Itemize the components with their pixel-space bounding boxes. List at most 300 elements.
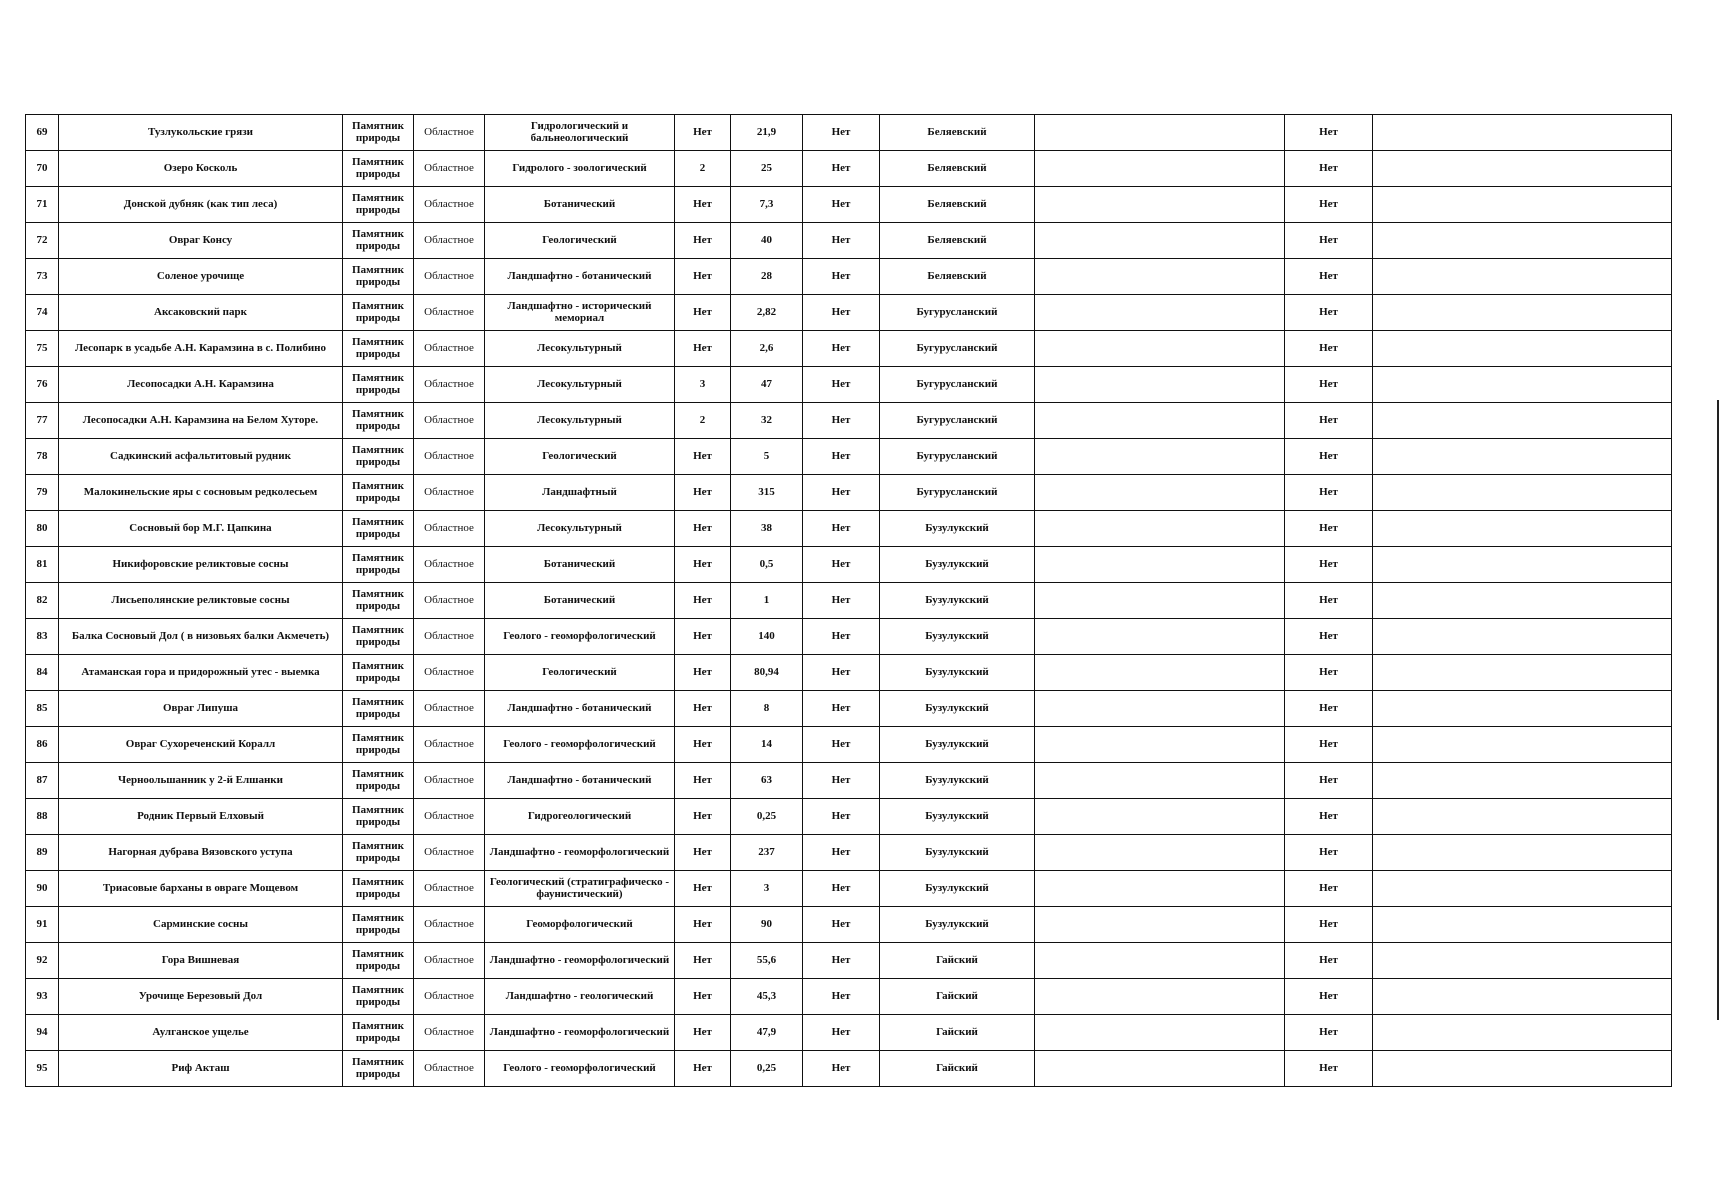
category-cell: Памятник природы — [343, 655, 414, 691]
object-name-cell: Озеро Косколь — [59, 151, 343, 187]
category-cell: Памятник природы — [343, 799, 414, 835]
column-10-cell — [1035, 439, 1285, 475]
column-11-cell: Нет — [1285, 547, 1373, 583]
significance-level-cell: Областное — [414, 655, 485, 691]
column-8-cell: Нет — [803, 547, 880, 583]
column-10-cell — [1035, 115, 1285, 151]
row-number-cell: 89 — [26, 835, 59, 871]
category-cell: Памятник природы — [343, 835, 414, 871]
table-row — [26, 259, 1672, 295]
column-11-cell: Нет — [1285, 1051, 1373, 1087]
protected-areas-table — [25, 114, 1672, 1087]
area-cell: 21,9 — [731, 115, 803, 151]
column-10-cell — [1035, 403, 1285, 439]
significance-level-cell: Областное — [414, 583, 485, 619]
row-number-cell: 77 — [26, 403, 59, 439]
area-cell: 5 — [731, 439, 803, 475]
row-number-cell: 73 — [26, 259, 59, 295]
column-11-cell: Нет — [1285, 619, 1373, 655]
district-cell: Беляевский — [880, 115, 1035, 151]
area-cell: 2,82 — [731, 295, 803, 331]
column-8-cell: Нет — [803, 1051, 880, 1087]
column-11-cell: Нет — [1285, 295, 1373, 331]
significance-level-cell: Областное — [414, 295, 485, 331]
column-8-cell: Нет — [803, 655, 880, 691]
district-cell: Бузулукский — [880, 907, 1035, 943]
column-12-cell — [1373, 1015, 1672, 1051]
column-12-cell — [1373, 619, 1672, 655]
profile-cell: Ботанический — [485, 547, 675, 583]
profile-cell: Лесокультурный — [485, 511, 675, 547]
column-8-cell: Нет — [803, 367, 880, 403]
district-cell: Бузулукский — [880, 655, 1035, 691]
column-8-cell: Нет — [803, 403, 880, 439]
column-11-cell: Нет — [1285, 655, 1373, 691]
profile-cell: Ботанический — [485, 187, 675, 223]
area-cell: 8 — [731, 691, 803, 727]
column-11-cell: Нет — [1285, 511, 1373, 547]
area-cell: 80,94 — [731, 655, 803, 691]
object-name-cell: Атаманская гора и придорожный утес - выемка — [59, 655, 343, 691]
object-name-cell: Сосновый бор М.Г. Цапкина — [59, 511, 343, 547]
column-8-cell: Нет — [803, 727, 880, 763]
table-row — [26, 367, 1672, 403]
column-8-cell: Нет — [803, 691, 880, 727]
table-row — [26, 907, 1672, 943]
object-name-cell: Тузлукольские грязи — [59, 115, 343, 151]
column-10-cell — [1035, 763, 1285, 799]
significance-level-cell: Областное — [414, 835, 485, 871]
table-row — [26, 871, 1672, 907]
object-name-cell: Садкинский асфальтитовый рудник — [59, 439, 343, 475]
column-12-cell — [1373, 403, 1672, 439]
table-row — [26, 835, 1672, 871]
profile-cell: Ландшафтно - геоморфологический — [485, 835, 675, 871]
column-11-cell: Нет — [1285, 259, 1373, 295]
column-8-cell: Нет — [803, 115, 880, 151]
column-8-cell: Нет — [803, 907, 880, 943]
column-6-cell: 2 — [675, 151, 731, 187]
area-cell: 38 — [731, 511, 803, 547]
column-12-cell — [1373, 223, 1672, 259]
table-row — [26, 943, 1672, 979]
category-cell: Памятник природы — [343, 223, 414, 259]
area-cell: 32 — [731, 403, 803, 439]
object-name-cell: Малокинельские яры с сосновым редколесьем — [59, 475, 343, 511]
significance-level-cell: Областное — [414, 331, 485, 367]
profile-cell: Геологический — [485, 223, 675, 259]
significance-level-cell: Областное — [414, 439, 485, 475]
column-8-cell: Нет — [803, 439, 880, 475]
district-cell: Бузулукский — [880, 763, 1035, 799]
district-cell: Бугурусланский — [880, 331, 1035, 367]
row-number-cell: 70 — [26, 151, 59, 187]
category-cell: Памятник природы — [343, 871, 414, 907]
category-cell: Памятник природы — [343, 295, 414, 331]
district-cell: Беляевский — [880, 151, 1035, 187]
column-12-cell — [1373, 907, 1672, 943]
row-number-cell: 95 — [26, 1051, 59, 1087]
column-8-cell: Нет — [803, 835, 880, 871]
column-11-cell: Нет — [1285, 187, 1373, 223]
district-cell: Бугурусланский — [880, 295, 1035, 331]
column-12-cell — [1373, 727, 1672, 763]
column-6-cell: Нет — [675, 907, 731, 943]
object-name-cell: Никифоровские реликтовые сосны — [59, 547, 343, 583]
column-10-cell — [1035, 367, 1285, 403]
profile-cell: Гидрологический и бальнеологический — [485, 115, 675, 151]
significance-level-cell: Областное — [414, 511, 485, 547]
object-name-cell: Балка Сосновый Дол ( в низовьях балки Акмечеть) — [59, 619, 343, 655]
column-6-cell: Нет — [675, 475, 731, 511]
object-name-cell: Овраг Липуша — [59, 691, 343, 727]
profile-cell: Геолого - геоморфологический — [485, 1051, 675, 1087]
column-12-cell — [1373, 871, 1672, 907]
column-6-cell: 3 — [675, 367, 731, 403]
column-12-cell — [1373, 799, 1672, 835]
profile-cell: Геологический — [485, 655, 675, 691]
column-12-cell — [1373, 979, 1672, 1015]
significance-level-cell: Областное — [414, 115, 485, 151]
column-11-cell: Нет — [1285, 835, 1373, 871]
column-10-cell — [1035, 187, 1285, 223]
column-8-cell: Нет — [803, 223, 880, 259]
district-cell: Беляевский — [880, 223, 1035, 259]
column-10-cell — [1035, 943, 1285, 979]
column-10-cell — [1035, 583, 1285, 619]
column-11-cell: Нет — [1285, 979, 1373, 1015]
object-name-cell: Лесопарк в усадьбе А.Н. Карамзина в с. Полибино — [59, 331, 343, 367]
district-cell: Бугурусланский — [880, 475, 1035, 511]
column-11-cell: Нет — [1285, 943, 1373, 979]
area-cell: 55,6 — [731, 943, 803, 979]
column-6-cell: Нет — [675, 511, 731, 547]
column-10-cell — [1035, 727, 1285, 763]
column-10-cell — [1035, 295, 1285, 331]
significance-level-cell: Областное — [414, 619, 485, 655]
row-number-cell: 80 — [26, 511, 59, 547]
table-row — [26, 295, 1672, 331]
district-cell: Гайский — [880, 1015, 1035, 1051]
significance-level-cell: Областное — [414, 1015, 485, 1051]
district-cell: Беляевский — [880, 259, 1035, 295]
table-row — [26, 655, 1672, 691]
row-number-cell: 71 — [26, 187, 59, 223]
column-8-cell: Нет — [803, 619, 880, 655]
profile-cell: Ландшафтно - геоморфологический — [485, 1015, 675, 1051]
area-cell: 315 — [731, 475, 803, 511]
column-6-cell: Нет — [675, 943, 731, 979]
profile-cell: Ландшафтно - исторический мемориал — [485, 295, 675, 331]
area-cell: 140 — [731, 619, 803, 655]
profile-cell: Лесокультурный — [485, 403, 675, 439]
column-10-cell — [1035, 511, 1285, 547]
column-8-cell: Нет — [803, 475, 880, 511]
column-11-cell: Нет — [1285, 475, 1373, 511]
column-11-cell: Нет — [1285, 691, 1373, 727]
profile-cell: Ландшафтно - геологический — [485, 979, 675, 1015]
column-6-cell: Нет — [675, 583, 731, 619]
row-number-cell: 78 — [26, 439, 59, 475]
row-number-cell: 75 — [26, 331, 59, 367]
district-cell: Бузулукский — [880, 619, 1035, 655]
column-11-cell: Нет — [1285, 439, 1373, 475]
district-cell: Бузулукский — [880, 511, 1035, 547]
column-6-cell: Нет — [675, 727, 731, 763]
object-name-cell: Аксаковский парк — [59, 295, 343, 331]
object-name-cell: Лесопосадки А.Н. Карамзина — [59, 367, 343, 403]
category-cell: Памятник природы — [343, 259, 414, 295]
significance-level-cell: Областное — [414, 187, 485, 223]
column-8-cell: Нет — [803, 871, 880, 907]
significance-level-cell: Областное — [414, 547, 485, 583]
column-12-cell — [1373, 511, 1672, 547]
column-10-cell — [1035, 835, 1285, 871]
column-6-cell: Нет — [675, 439, 731, 475]
column-6-cell: Нет — [675, 871, 731, 907]
column-11-cell: Нет — [1285, 115, 1373, 151]
significance-level-cell: Областное — [414, 799, 485, 835]
profile-cell: Геолого - геоморфологический — [485, 727, 675, 763]
object-name-cell: Лесопосадки А.Н. Карамзина на Белом Хуторе. — [59, 403, 343, 439]
table-row — [26, 763, 1672, 799]
significance-level-cell: Областное — [414, 871, 485, 907]
column-8-cell: Нет — [803, 799, 880, 835]
column-8-cell: Нет — [803, 763, 880, 799]
area-cell: 0,5 — [731, 547, 803, 583]
object-name-cell: Черноольшанник у 2-й Елшанки — [59, 763, 343, 799]
category-cell: Памятник природы — [343, 511, 414, 547]
column-10-cell — [1035, 475, 1285, 511]
row-number-cell: 87 — [26, 763, 59, 799]
district-cell: Бузулукский — [880, 727, 1035, 763]
category-cell: Памятник природы — [343, 331, 414, 367]
area-cell: 7,3 — [731, 187, 803, 223]
category-cell: Памятник природы — [343, 979, 414, 1015]
table-row — [26, 799, 1672, 835]
object-name-cell: Лисьеполянские реликтовые сосны — [59, 583, 343, 619]
row-number-cell: 69 — [26, 115, 59, 151]
object-name-cell: Аулганское ущелье — [59, 1015, 343, 1051]
object-name-cell: Нагорная дубрава Вязовского уступа — [59, 835, 343, 871]
table-row — [26, 151, 1672, 187]
column-10-cell — [1035, 547, 1285, 583]
significance-level-cell: Областное — [414, 943, 485, 979]
column-6-cell: Нет — [675, 187, 731, 223]
table-row — [26, 583, 1672, 619]
object-name-cell: Овраг Консу — [59, 223, 343, 259]
table-row — [26, 223, 1672, 259]
area-cell: 0,25 — [731, 799, 803, 835]
row-number-cell: 83 — [26, 619, 59, 655]
column-11-cell: Нет — [1285, 799, 1373, 835]
row-number-cell: 84 — [26, 655, 59, 691]
area-cell: 3 — [731, 871, 803, 907]
area-cell: 28 — [731, 259, 803, 295]
category-cell: Памятник природы — [343, 475, 414, 511]
column-12-cell — [1373, 691, 1672, 727]
column-6-cell: Нет — [675, 547, 731, 583]
column-11-cell: Нет — [1285, 583, 1373, 619]
row-number-cell: 81 — [26, 547, 59, 583]
table-row — [26, 1015, 1672, 1051]
column-11-cell: Нет — [1285, 223, 1373, 259]
column-10-cell — [1035, 1015, 1285, 1051]
table-row — [26, 403, 1672, 439]
category-cell: Памятник природы — [343, 727, 414, 763]
table-row — [26, 1051, 1672, 1087]
category-cell: Памятник природы — [343, 691, 414, 727]
column-10-cell — [1035, 871, 1285, 907]
table-row — [26, 727, 1672, 763]
column-11-cell: Нет — [1285, 727, 1373, 763]
category-cell: Памятник природы — [343, 187, 414, 223]
profile-cell: Лесокультурный — [485, 367, 675, 403]
area-cell: 0,25 — [731, 1051, 803, 1087]
column-12-cell — [1373, 763, 1672, 799]
column-12-cell — [1373, 943, 1672, 979]
column-11-cell: Нет — [1285, 871, 1373, 907]
category-cell: Памятник природы — [343, 583, 414, 619]
column-12-cell — [1373, 439, 1672, 475]
table-row — [26, 547, 1672, 583]
profile-cell: Геоморфологический — [485, 907, 675, 943]
column-6-cell: Нет — [675, 799, 731, 835]
column-11-cell: Нет — [1285, 331, 1373, 367]
row-number-cell: 94 — [26, 1015, 59, 1051]
category-cell: Памятник природы — [343, 763, 414, 799]
category-cell: Памятник природы — [343, 403, 414, 439]
object-name-cell: Соленое урочище — [59, 259, 343, 295]
significance-level-cell: Областное — [414, 367, 485, 403]
district-cell: Бугурусланский — [880, 367, 1035, 403]
significance-level-cell: Областное — [414, 151, 485, 187]
column-6-cell: Нет — [675, 331, 731, 367]
profile-cell: Геологический (стратиграфическо - фаунистический) — [485, 871, 675, 907]
column-8-cell: Нет — [803, 187, 880, 223]
column-6-cell: Нет — [675, 115, 731, 151]
significance-level-cell: Областное — [414, 727, 485, 763]
table-row — [26, 511, 1672, 547]
row-number-cell: 90 — [26, 871, 59, 907]
column-6-cell: Нет — [675, 835, 731, 871]
column-10-cell — [1035, 979, 1285, 1015]
significance-level-cell: Областное — [414, 1051, 485, 1087]
area-cell: 90 — [731, 907, 803, 943]
significance-level-cell: Областное — [414, 223, 485, 259]
profile-cell: Ландшафтно - ботанический — [485, 691, 675, 727]
category-cell: Памятник природы — [343, 1015, 414, 1051]
column-11-cell: Нет — [1285, 151, 1373, 187]
district-cell: Бузулукский — [880, 583, 1035, 619]
column-8-cell: Нет — [803, 583, 880, 619]
category-cell: Памятник природы — [343, 619, 414, 655]
column-12-cell — [1373, 151, 1672, 187]
significance-level-cell: Областное — [414, 259, 485, 295]
column-11-cell: Нет — [1285, 1015, 1373, 1051]
row-number-cell: 91 — [26, 907, 59, 943]
column-6-cell: Нет — [675, 259, 731, 295]
category-cell: Памятник природы — [343, 907, 414, 943]
profile-cell: Ландшафтно - ботанический — [485, 259, 675, 295]
column-6-cell: Нет — [675, 619, 731, 655]
column-12-cell — [1373, 259, 1672, 295]
profile-cell: Геолого - геоморфологический — [485, 619, 675, 655]
profile-cell: Гидролого - зоологический — [485, 151, 675, 187]
profile-cell: Ландшафтно - ботанический — [485, 763, 675, 799]
column-11-cell: Нет — [1285, 907, 1373, 943]
row-number-cell: 72 — [26, 223, 59, 259]
column-10-cell — [1035, 151, 1285, 187]
column-10-cell — [1035, 331, 1285, 367]
column-10-cell — [1035, 619, 1285, 655]
column-8-cell: Нет — [803, 979, 880, 1015]
category-cell: Памятник природы — [343, 943, 414, 979]
table-body — [26, 115, 1672, 1087]
column-8-cell: Нет — [803, 1015, 880, 1051]
area-cell: 1 — [731, 583, 803, 619]
district-cell: Бугурусланский — [880, 439, 1035, 475]
area-cell: 45,3 — [731, 979, 803, 1015]
column-12-cell — [1373, 331, 1672, 367]
column-8-cell: Нет — [803, 259, 880, 295]
column-6-cell: Нет — [675, 1015, 731, 1051]
column-10-cell — [1035, 1051, 1285, 1087]
column-6-cell: Нет — [675, 1051, 731, 1087]
column-11-cell: Нет — [1285, 763, 1373, 799]
area-cell: 25 — [731, 151, 803, 187]
column-10-cell — [1035, 223, 1285, 259]
column-8-cell: Нет — [803, 511, 880, 547]
column-6-cell: Нет — [675, 691, 731, 727]
area-cell: 237 — [731, 835, 803, 871]
column-12-cell — [1373, 367, 1672, 403]
object-name-cell: Гора Вишневая — [59, 943, 343, 979]
object-name-cell: Родник Первый Елховый — [59, 799, 343, 835]
profile-cell: Геологический — [485, 439, 675, 475]
row-number-cell: 88 — [26, 799, 59, 835]
area-cell: 14 — [731, 727, 803, 763]
column-8-cell: Нет — [803, 295, 880, 331]
significance-level-cell: Областное — [414, 691, 485, 727]
category-cell: Памятник природы — [343, 151, 414, 187]
row-number-cell: 79 — [26, 475, 59, 511]
category-cell: Памятник природы — [343, 547, 414, 583]
district-cell: Бузулукский — [880, 799, 1035, 835]
row-number-cell: 76 — [26, 367, 59, 403]
row-number-cell: 93 — [26, 979, 59, 1015]
table-row — [26, 475, 1672, 511]
column-12-cell — [1373, 583, 1672, 619]
category-cell: Памятник природы — [343, 439, 414, 475]
row-number-cell: 86 — [26, 727, 59, 763]
profile-cell: Ландшафтный — [485, 475, 675, 511]
column-11-cell: Нет — [1285, 403, 1373, 439]
category-cell: Памятник природы — [343, 115, 414, 151]
area-cell: 47,9 — [731, 1015, 803, 1051]
district-cell: Бузулукский — [880, 871, 1035, 907]
significance-level-cell: Областное — [414, 979, 485, 1015]
district-cell: Беляевский — [880, 187, 1035, 223]
row-number-cell: 74 — [26, 295, 59, 331]
profile-cell: Ландшафтно - геоморфологический — [485, 943, 675, 979]
column-10-cell — [1035, 799, 1285, 835]
object-name-cell: Донской дубняк (как тип леса) — [59, 187, 343, 223]
area-cell: 47 — [731, 367, 803, 403]
column-12-cell — [1373, 295, 1672, 331]
column-10-cell — [1035, 259, 1285, 295]
table-row — [26, 331, 1672, 367]
